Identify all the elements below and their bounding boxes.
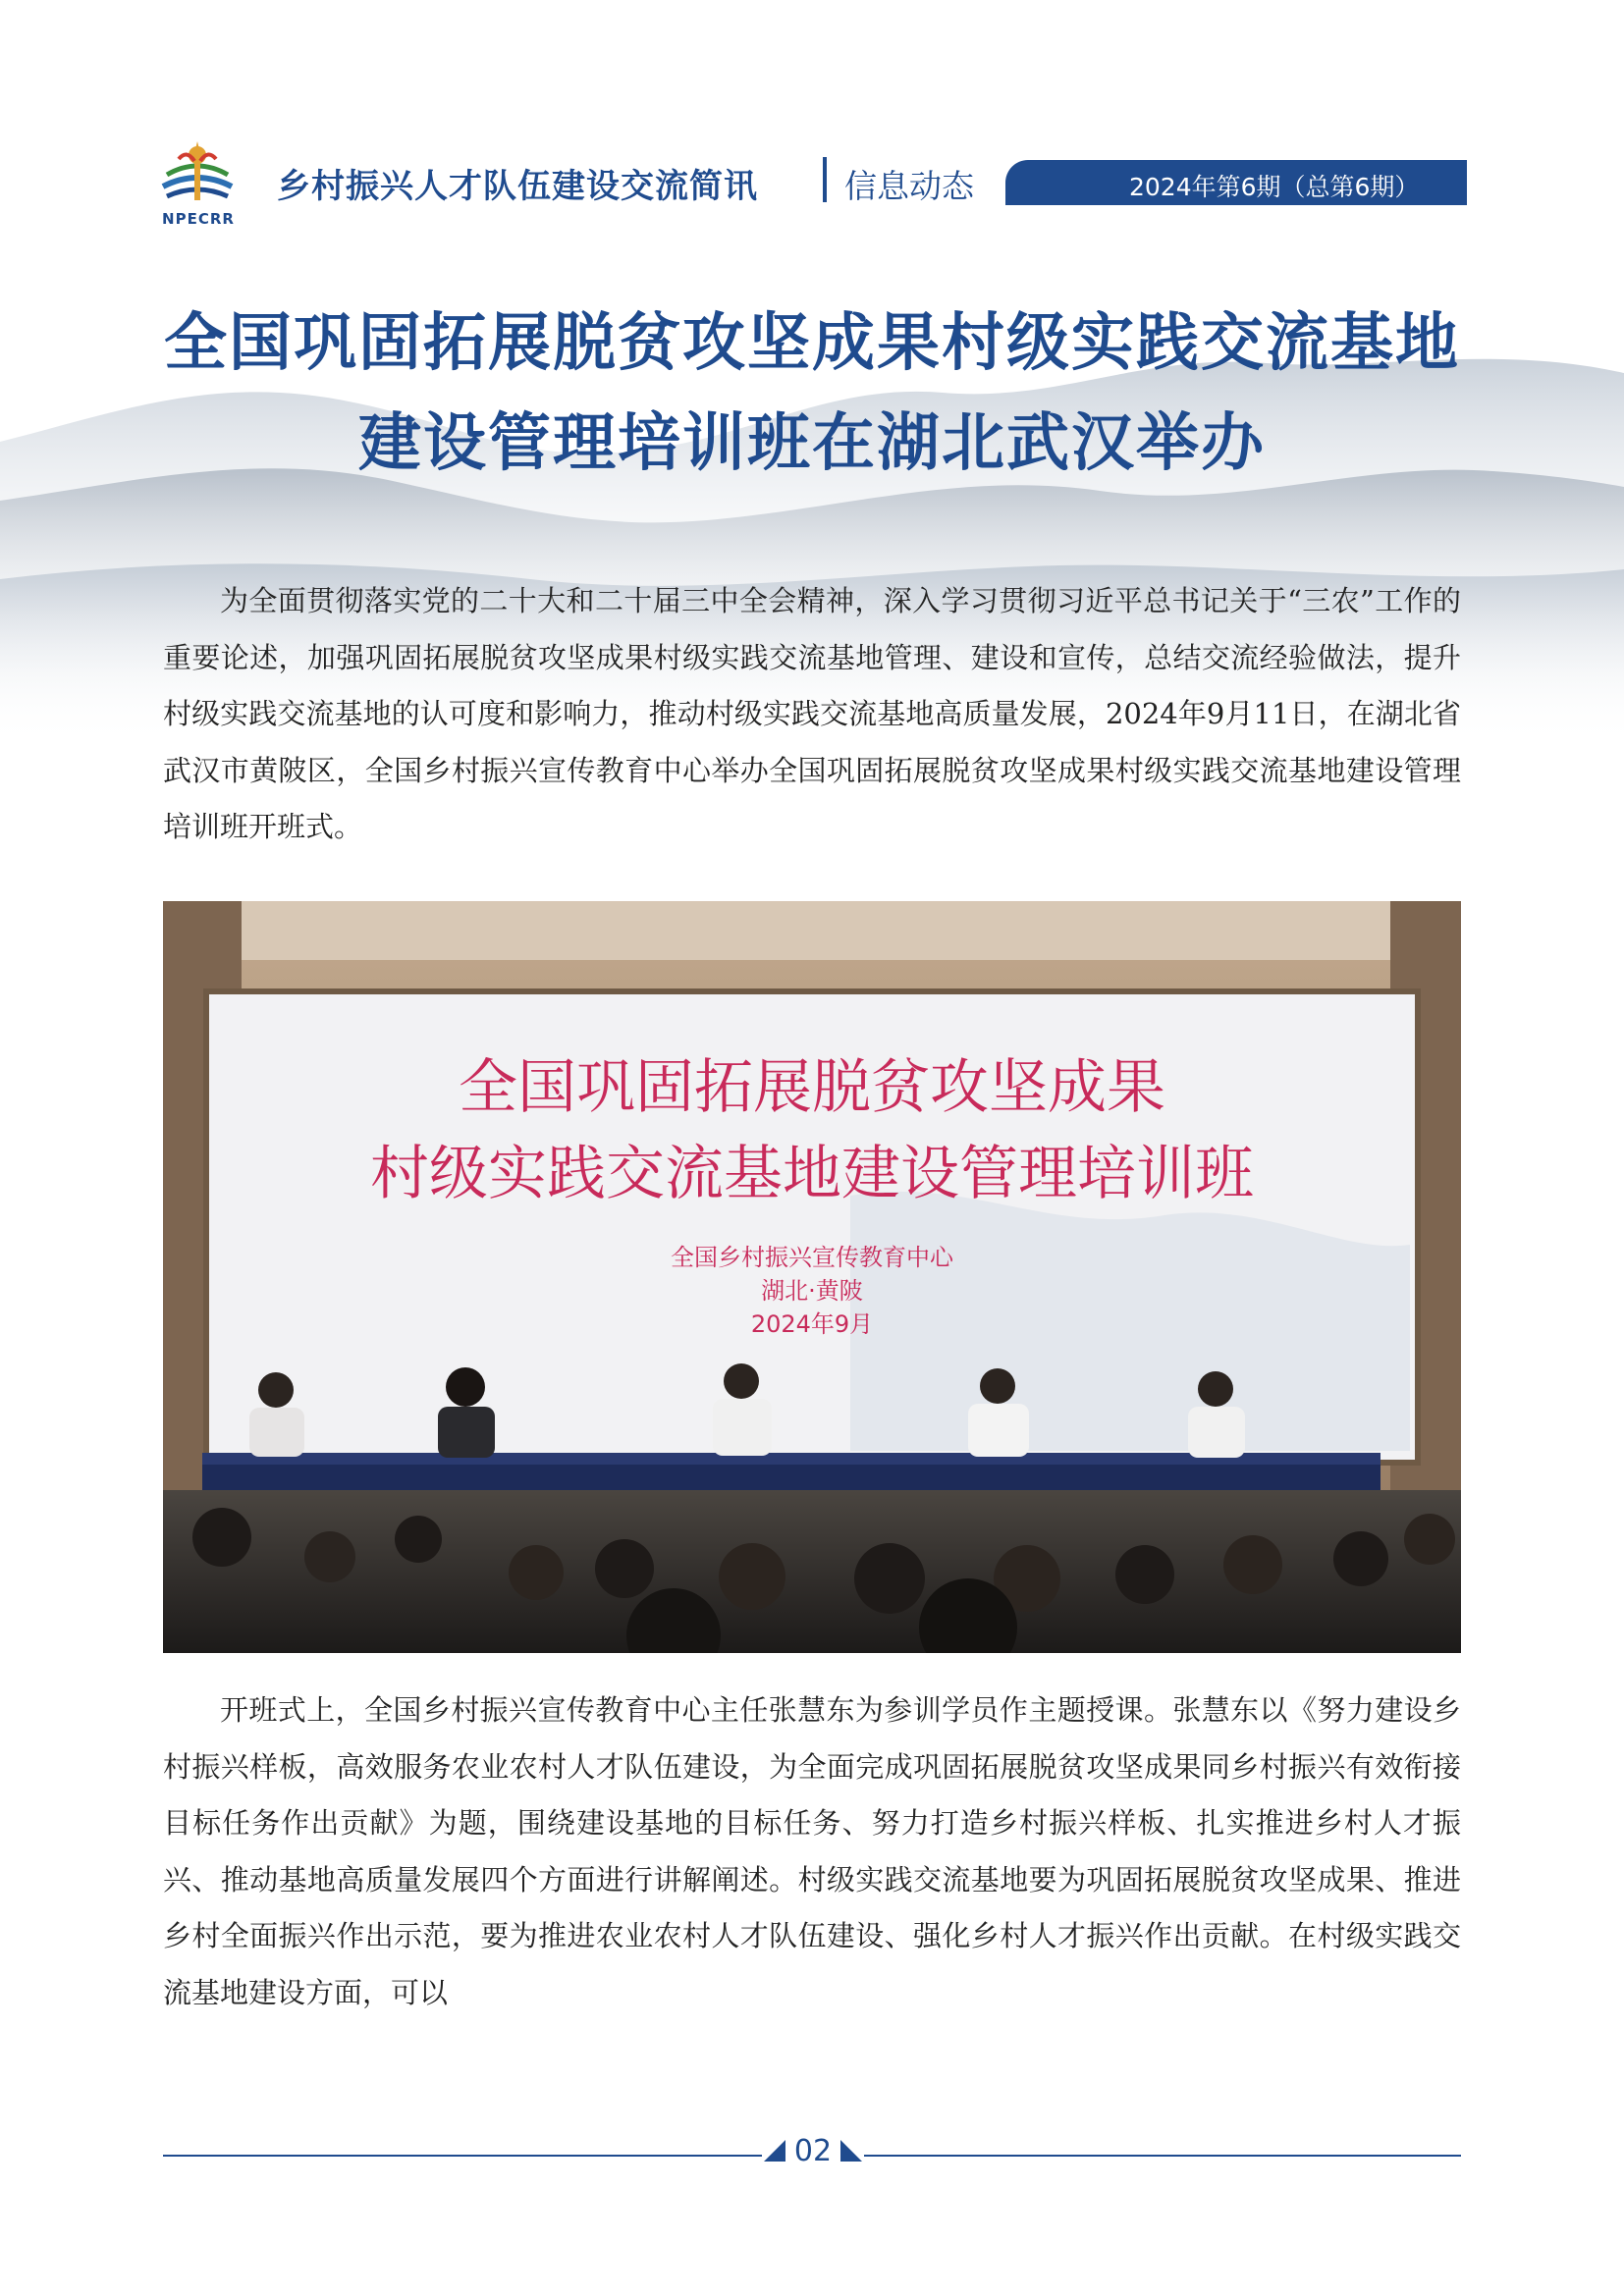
banner-title-line1: 全国巩固拓展脱贫攻坚成果 — [459, 1053, 1165, 1122]
footer-rule-left — [163, 2155, 762, 2157]
banner-organizer: 全国乡村振兴宣传教育中心 — [671, 1244, 953, 1271]
header-divider — [823, 157, 827, 202]
issue-label: 2024年第6期（总第6期） — [1129, 173, 1420, 201]
footer-rule-right — [864, 2155, 1461, 2157]
article-headline-line2: 建设管理培训班在湖北武汉举办 — [358, 406, 1266, 480]
page-number: 02 — [793, 2134, 833, 2168]
banner-location: 湖北·黄陂 — [761, 1277, 863, 1305]
page-header — [0, 0, 1624, 236]
article-headline-line1: 全国巩固拓展脱贫攻坚成果村级实践交流基地 — [164, 306, 1460, 380]
body-paragraph — [163, 1682, 1461, 2022]
section-label: 信息动态 — [844, 167, 974, 205]
banner-title-line2: 村级实践交流基地建设管理培训班 — [370, 1140, 1254, 1208]
intro-paragraph — [163, 573, 1461, 856]
training-opening-photo — [163, 901, 1461, 1653]
intro-paragraph-text: 为全面贯彻落实党的二十大和二十届三中全会精神，深入学习贯彻习近平总书记关于“三农”工作的重要论述，加强巩固拓展脱贫攻坚成果村级实践交流基地管理、建设和宣传，总结交流经验做法，提升村级实践交流基地的认可度和影响力，推动村级实践交流基地高质量发展，2024年9月11日，在湖北省武汉市黄陂区，全国乡村振兴宣传教育中心举办全国巩固拓展脱贫攻坚成果村级实践交流基地建设管理培训班开班式。 — [163, 584, 1461, 844]
publication-title: 乡村振兴人才队伍建设交流简讯 — [277, 167, 758, 206]
logo-text: NPECRR — [162, 210, 235, 228]
banner-date: 2024年9月 — [750, 1310, 874, 1338]
body-paragraph-text: 开班式上，全国乡村振兴宣传教育中心主任张慧东为参训学员作主题授课。张慧东以《努力建设乡村振兴样板，高效服务农业农村人才队伍建设，为全面完成巩固拓展脱贫攻坚成果同乡村振兴有效衔接目标任务作出贡献》为题，围绕建设基地的目标任务、努力打造乡村振兴样板、扎实推进乡村人才振兴、推动基地高质量发展四个方面进行讲解阐述。村级实践交流基地要为巩固拓展脱贫攻坚成果、推进乡村全面振兴作出示范，要为推进农业农村人才队伍建设、强化乡村人才振兴作出贡献。在村级实践交流基地建设方面，可以 — [163, 1693, 1461, 2009]
